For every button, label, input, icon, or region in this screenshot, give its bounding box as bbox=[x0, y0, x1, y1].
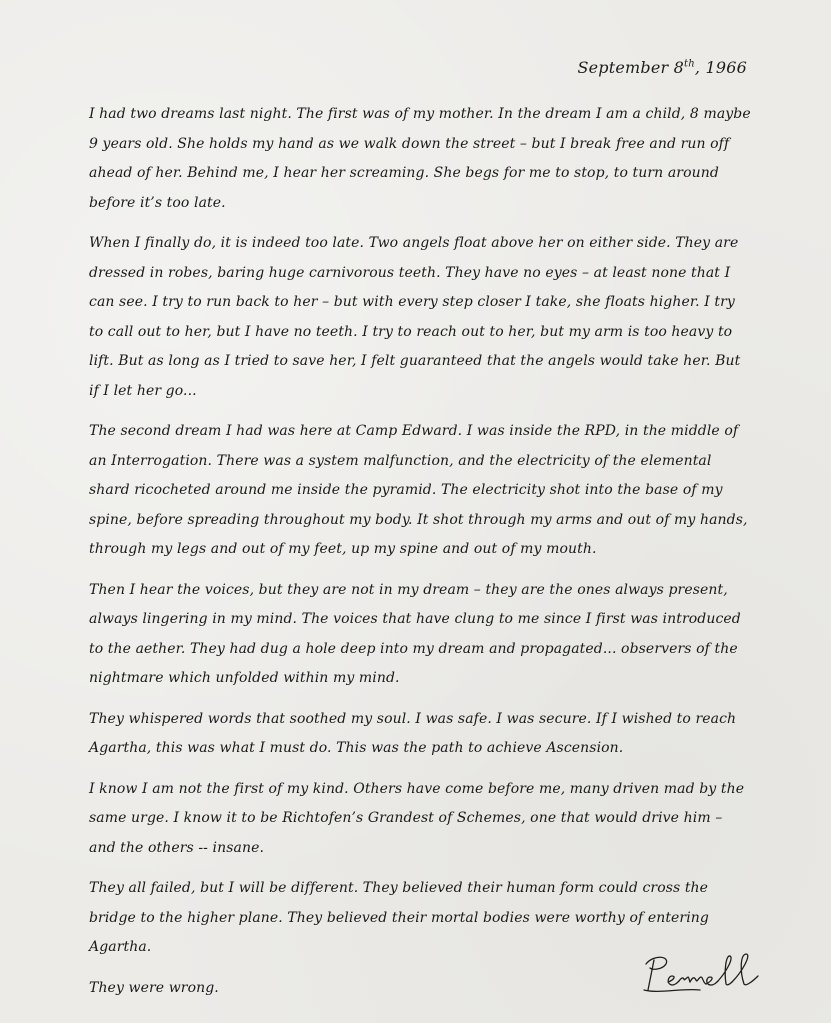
letter-date bbox=[577, 58, 747, 77]
paragraph-3: The second dream I had was here at Camp Edward. I was inside the RPD, in the middle of an Interrogation. There was a system malfunction, and the electricity of the elemental shard ricocheted around me inside the pyramid. The electricity shot into the base of my spine, before spreading throughout my body. It shot through my arms and out of my hands, through my legs and out of my feet, up my spine and out of my mouth. bbox=[89, 423, 748, 557]
paragraph-5: They whispered words that soothed my soul. I was safe. I was secure. If I wished to reach Agartha, this was what I must do. This was the path to achieve Ascension. bbox=[89, 710, 737, 756]
date-year: , 1966 bbox=[694, 58, 747, 77]
date-month-day: September 8 bbox=[577, 58, 685, 77]
paragraph-8: They were wrong. bbox=[89, 979, 219, 996]
date-suffix: th bbox=[684, 58, 695, 70]
paragraph-4: Then I hear the voices, but they are not in my dream – they are the ones always present, always lingering in my mind. The voices that have clung to me since I first was introduced to the aether. They had dug a hole deep into my dream and propagated... observers of the nightmare which unfolded within my mind. bbox=[89, 581, 741, 686]
paragraph-6: I know I am not the first of my kind. Others have come before me, many driven mad by the same urge. I know it to be Richtofen’s Grandest of Schemes, one that would drive him – and the others -- insane. bbox=[89, 780, 745, 856]
paragraph-1: I had two dreams last night. The first was of my mother. In the dream I am a child, 8 maybe 9 years old. She holds my hand as we walk down the street – but I break free and run off ahead of her. Behind me, I hear her screaming. She begs for me to stop, to turn around before it’s too late. bbox=[89, 106, 751, 211]
paragraph-2: When I finally do, it is indeed too late. Two angels float above her on either side. They are dressed in robes, baring huge carnivorous teeth. They have no eyes – at least none that I can see. I try to run back to her – but with every step closer I take, she floats higher. I try to call out to her, but I have no teeth. I try to reach out to her, but my arm is too heavy to lift. But as long as I tried to save her, I felt guaranteed that the angels would take her. But if I let her go... bbox=[89, 235, 741, 399]
letter-body bbox=[89, 100, 753, 1014]
signature bbox=[640, 950, 780, 1000]
paragraph-7: They all failed, but I will be different. They believed their human form could cross the bridge to the higher plane. They believed their mortal bodies were worthy of entering Agartha. bbox=[89, 880, 709, 955]
